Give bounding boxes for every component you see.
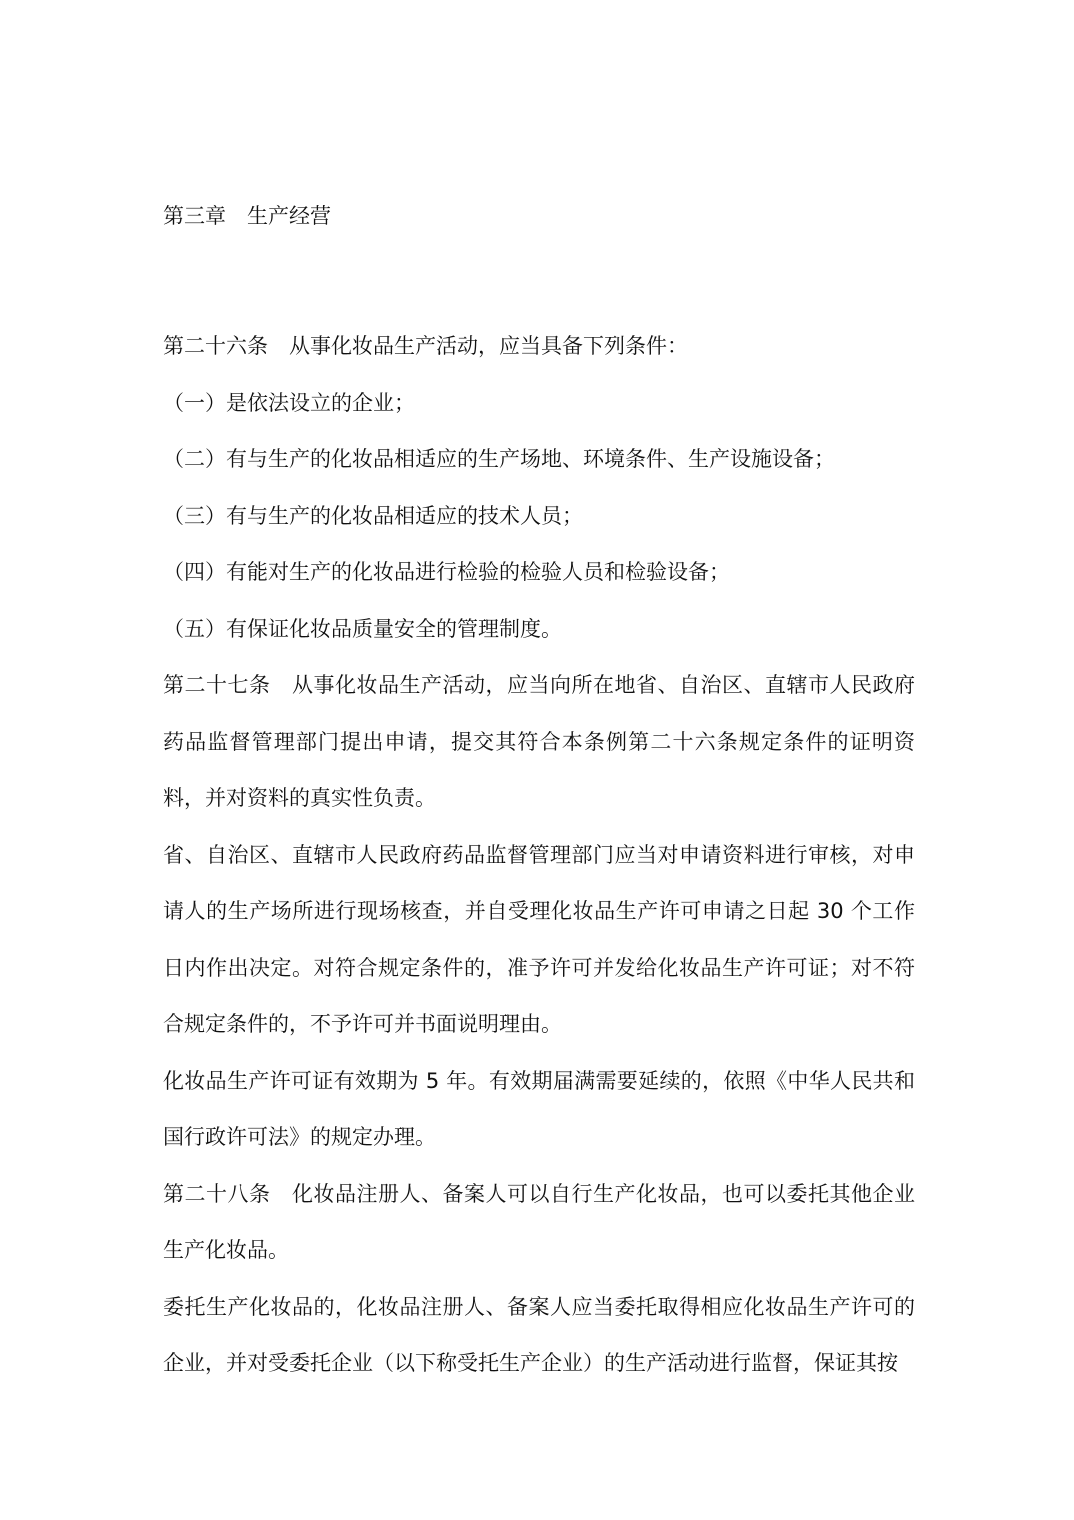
article-26-item-2: （二）有与生产的化妆品相适应的生产场地、环境条件、生产设施设备； <box>163 447 835 471</box>
article-28-paragraph-1: 第二十八条 化妆品注册人、备案人可以自行生产化妆品，也可以委托其他企业生产化妆品。 <box>163 1181 915 1262</box>
article-27-paragraph-3: 化妆品生产许可证有效期为 5 年。有效期届满需要延续的，依照《中华人民共和国行政许可法》的规定办理。 <box>163 1068 915 1149</box>
article-26-item-5: （五）有保证化妆品质量安全的管理制度。 <box>163 616 562 641</box>
article-27-paragraph-2: 省、自治区、直辖市人民政府药品监督管理部门应当对申请资料进行审核，对申请人的生产场所进行现场核查，并自受理化妆品生产许可申请之日起 30 个工作日内作出决定。对符合规定条件的，准予许可并发给化妆品生产许可证；对不符合规定条件的，不予许可并书面说明理由。 <box>163 842 915 1036</box>
chapter-title: 第三章 生产经营 <box>163 204 331 228</box>
article-27-paragraph-1: 第二十七条 从事化妆品生产活动，应当向所在地省、自治区、直辖市人民政府药品监督管理部门提出申请，提交其符合本条例第二十六条规定条件的证明资料，并对资料的真实性负责。 <box>163 673 915 810</box>
document-body <box>163 196 915 1392</box>
article-26-item-3: （三）有与生产的化妆品相适应的技术人员； <box>163 503 583 528</box>
article-26-item-1: （一）是依法设立的企业； <box>163 390 415 415</box>
article-28-paragraph-2: 委托生产化妆品的，化妆品注册人、备案人应当委托取得相应化妆品生产许可的企业，并对受委托企业（以下称受托生产企业）的生产活动进行监督，保证其按 <box>163 1294 915 1375</box>
article-26-heading: 第二十六条 从事化妆品生产活动，应当具备下列条件： <box>163 334 688 358</box>
article-26-item-4: （四）有能对生产的化妆品进行检验的检验人员和检验设备； <box>163 560 730 584</box>
